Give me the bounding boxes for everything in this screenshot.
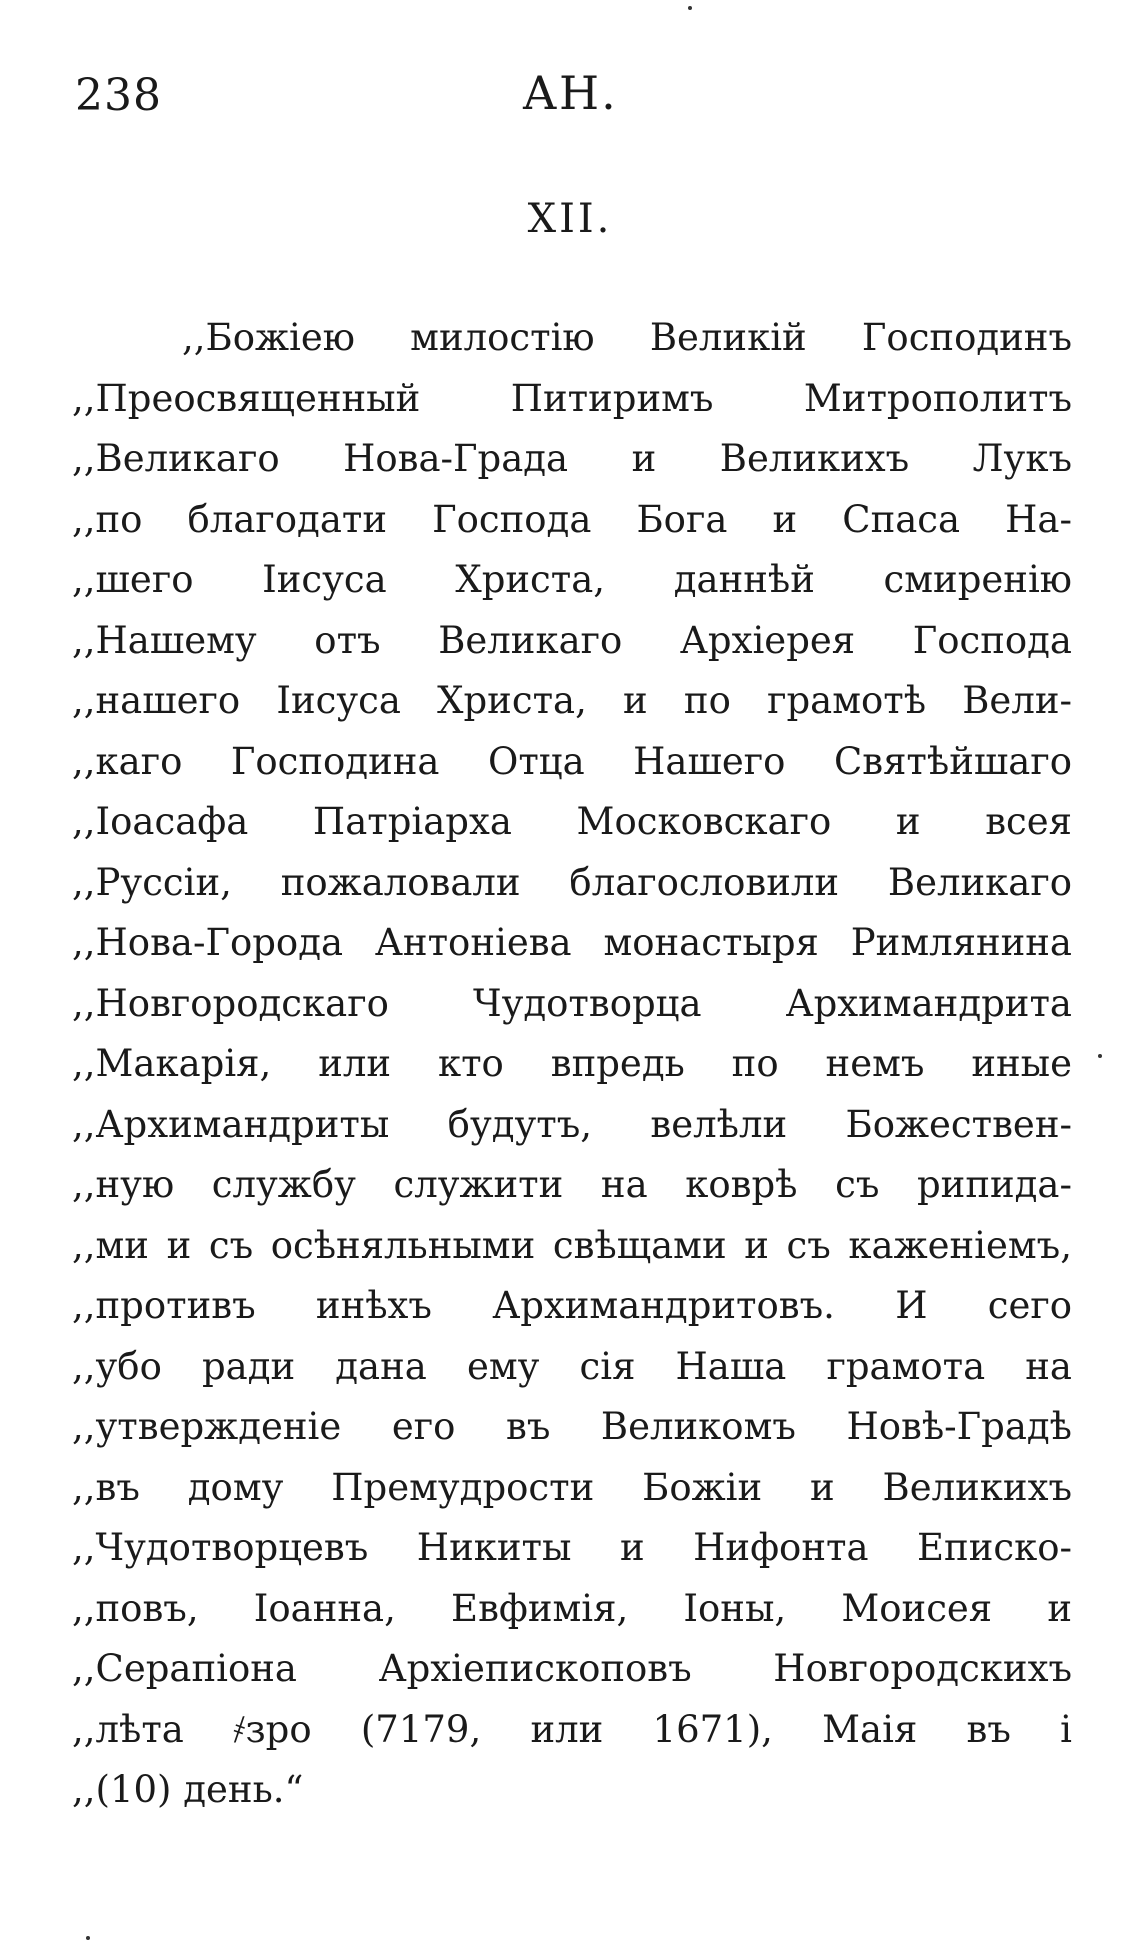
text-line: ,,Руссіи, пожаловали благословили Великаго — [72, 860, 1072, 904]
text-line: ,,(10) день.“ — [72, 1768, 304, 1811]
text-line: ,,Архимандриты будутъ, велѣли Божествен- — [72, 1102, 1072, 1146]
text-line: ,,каго Господина Отца Нашего Святѣйшаго — [72, 739, 1072, 783]
text-line: ,,Новгородскаго Чудотворца Архимандрита — [72, 981, 1072, 1025]
page-number: 238 — [75, 70, 162, 121]
text-line: ,,лѣта ҂зро (7179, или 1671), Маія въ і — [72, 1707, 1072, 1751]
text-line: ,,въ дому Премудрости Божіи и Великихъ — [72, 1465, 1072, 1509]
text-line: ,,шего Іисуса Христа, даннѣй смиренію — [72, 558, 1072, 601]
text-line: ,,ми и съ осѣняльными свѣщами и съ каженіемъ, — [72, 1223, 1072, 1267]
text-line: ,,нашего Іисуса Христа, и по грамотѣ Вели- — [72, 679, 1072, 722]
text-line: ,,по благодати Господа Бога и Спаса На- — [72, 497, 1072, 541]
text-line: ,,убо ради дана ему сія Наша грамота на — [72, 1344, 1072, 1388]
text-line: ,,Преосвященный Питиримъ Митрополитъ — [72, 376, 1072, 420]
text-line: ,,Серапіона Архіепископовъ Новгородскихъ — [72, 1647, 1072, 1690]
running-head: АН. — [522, 66, 618, 120]
text-line: ,,Великаго Нова-Града и Великихъ Лукъ — [72, 437, 1072, 480]
text-line: ,,Нова-Города Антоніева монастыря Римлянина — [72, 921, 1072, 964]
scan-speck — [86, 1936, 90, 1940]
text-line: ,,ную службу служити на коврѣ съ рипида- — [72, 1163, 1072, 1206]
text-line: ,,Нашему отъ Великаго Архіерея Господа — [72, 618, 1072, 662]
text-line: ,,Чудотворцевъ Никиты и Нифонта Еписко- — [72, 1526, 1072, 1569]
text-line: ,,противъ инѣхъ Архимандритовъ. И сего — [72, 1284, 1072, 1327]
text-line: ,,повъ, Іоанна, Евфимія, Іоны, Моисея и — [72, 1586, 1072, 1630]
text-line: ,,Божіею милостію Великій Господинъ — [182, 316, 1072, 359]
text-line: ,,Іоасафа Патріарха Московскаго и всея — [72, 800, 1072, 843]
text-line: ,,утвержденіе его въ Великомъ Новѣ-Градѣ — [72, 1405, 1072, 1448]
section-heading: XII. — [527, 196, 613, 242]
scan-speck — [1098, 1054, 1102, 1058]
text-line: ,,Макарія, или кто впредь по немъ иные — [72, 1042, 1072, 1085]
scan-speck — [688, 6, 692, 10]
charter-text — [72, 308, 1072, 1821]
